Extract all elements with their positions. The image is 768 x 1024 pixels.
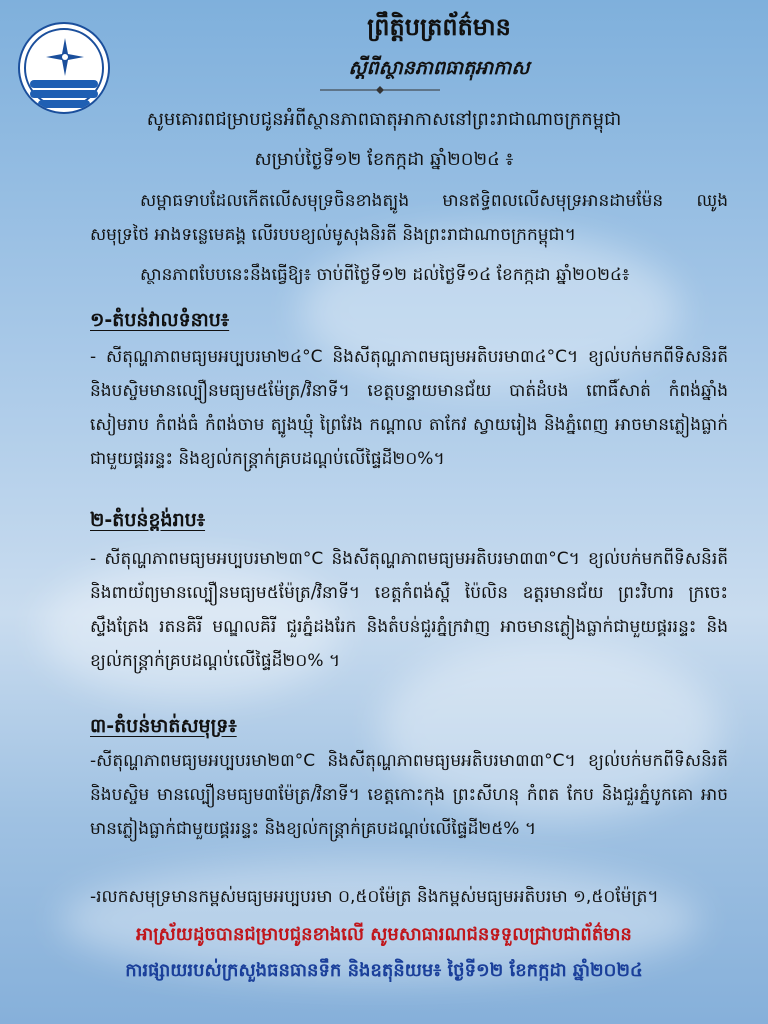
intro-heading-line2: សម្រាប់ថ្ងៃទី១២ ខែកក្កដា ឆ្នាំ២០២៤ ៖ <box>254 149 514 170</box>
intro-paragraph-2: ស្ថានភាពបែបនេះនឹងធ្វើឱ្យ៖ ចាប់ពីថ្ងៃទី១២ ដល់ថ្ងៃទី១៤ ខែកក្កដា ឆ្នាំ២០២៤៖ <box>140 265 630 285</box>
section-title-lowland: ១-តំបន់វាលទំនាប៖ <box>90 309 230 331</box>
bulletin-title: ព្រឹត្តិបត្រព័ត៌មាន <box>367 13 511 41</box>
section-title-coastal: ៣-តំបន់មាត់សមុទ្រ៖ <box>90 715 237 737</box>
wave-stripe <box>30 80 98 88</box>
intro-heading-line1: សូមគោរពជម្រាបជូនអំពីស្ថានភាពធាតុអាកាសនៅព្រះរាជាណាចក្រកម្ពុជា <box>146 109 622 130</box>
footer-note-red: អាស្រ័យដូចបានជម្រាបជូនខាងលើ សូមសាធារណជនទទួលជ្រាបជាព័ត៌មាន <box>136 924 632 945</box>
divider-ornament <box>320 86 440 94</box>
section-text-lowland: - សីតុណ្ហភាពមធ្យមអប្បបរមា២៤°C និងសីតុណ្ហភាពមធ្យមអតិបរមា៣៤°C។ ខ្យល់បក់មកពីទិសនិរតីនិងបស្ចិមមានល្បឿនមធ្យម៥ម៉ែត្រ/វិនាទី។ ខេត្តបន្ទាយមានជ័យ បាត់ដំបង ពោធិ៍សាត់ កំពង់ឆ្នាំង សៀមរាប កំពង់ធំ កំពង់ចាម ត្បូងឃ្មុំ ព្រៃវែង កណ្ដាល តាកែវ ស្វាយរៀង និងភ្នំពេញ អាចមានភ្លៀងធ្លាក់ជាមួយផ្គររន្ទះ និងខ្យល់កន្ត្រាក់គ្របដណ្ដប់លើផ្ទៃដី២០%។ <box>90 347 728 469</box>
intro-heading <box>40 100 728 180</box>
footer-note-blue: ការផ្សាយរបស់ក្រសួងធនធានទឹក និងឧតុនិយម៖ ថ្ងៃទី១២ ខែកក្កដា ឆ្នាំ២០២៤ <box>125 960 643 981</box>
section-text-highland: - សីតុណ្ហភាពមធ្យមអប្បបរមា២៣°C និងសីតុណ្ហភាពមធ្យមអតិបរមា៣៣°C។ ខ្យល់បក់មកពីទិសនិរតីនិងពាយ័ព្យមានល្បឿនមធ្យម៥ម៉ែត្រ/វិនាទី។ ខេត្តកំពង់ស្ពឺ ប៉ៃលិន ឧត្តរមានជ័យ ព្រះវិហារ ក្រចេះ ស្ទឹងត្រែង រតនគិរី មណ្ឌលគិរី ជួរភ្នំដងរែក និងតំបន់ជួរភ្នំក្រវាញ អាចមានភ្លៀងធ្លាក់ជាមួយផ្គររន្ទះ និងខ្យល់កន្ត្រាក់គ្របដណ្ដប់លើផ្ទៃដី២០% ។ <box>90 549 728 671</box>
wave-stripe <box>30 90 98 98</box>
bulletin-subtitle: ស្ដីពីស្ថានភាពធាតុអាកាស <box>348 57 530 79</box>
section-title-highland: ២-តំបន់ខ្ពង់រាប៖ <box>90 509 206 531</box>
compass-star-icon <box>46 38 84 76</box>
intro-paragraph-1: សម្ពាធទាបដែលកើតលើសមុទ្រចិនខាងត្បូង មានឥទ្ធិពលលើសមុទ្រអានដាមម៉ែន ឈូងសមុទ្រថៃ អាងទន្លេមេគង្គ លើរបបខ្យល់មូសុងនិរតី និងព្រះរាជាណាចក្រកម្ពុជា។ <box>90 191 728 245</box>
section-text-coastal-waves: -រលកសមុទ្រមានកម្ពស់មធ្យមអប្បបរមា ០,៥០ម៉ែត្រ និងកម្ពស់មធ្យមអតិបរមា ១,៥០ម៉ែត្រ។ <box>90 887 659 907</box>
section-text-coastal: -សីតុណ្ហភាពមធ្យមអប្បបរមា២៣°C និងសីតុណ្ហភាពមធ្យមអតិបរមា៣៣°C។ ខ្យល់បក់មកពីទិសនិរតីនិងបស្ចិម មានល្បឿនមធ្យម៣ម៉ែត្រ/វិនាទី។ ខេត្តកោះកុង ព្រះសីហនុ កំពត កែប និងជួរភ្នំបូកគោ អាចមានភ្លៀងធ្លាក់ជាមួយផ្គររន្ទះ និងខ្យល់កន្ត្រាក់គ្របដណ្ដប់លើផ្ទៃដី២៥% ។ <box>90 751 728 839</box>
